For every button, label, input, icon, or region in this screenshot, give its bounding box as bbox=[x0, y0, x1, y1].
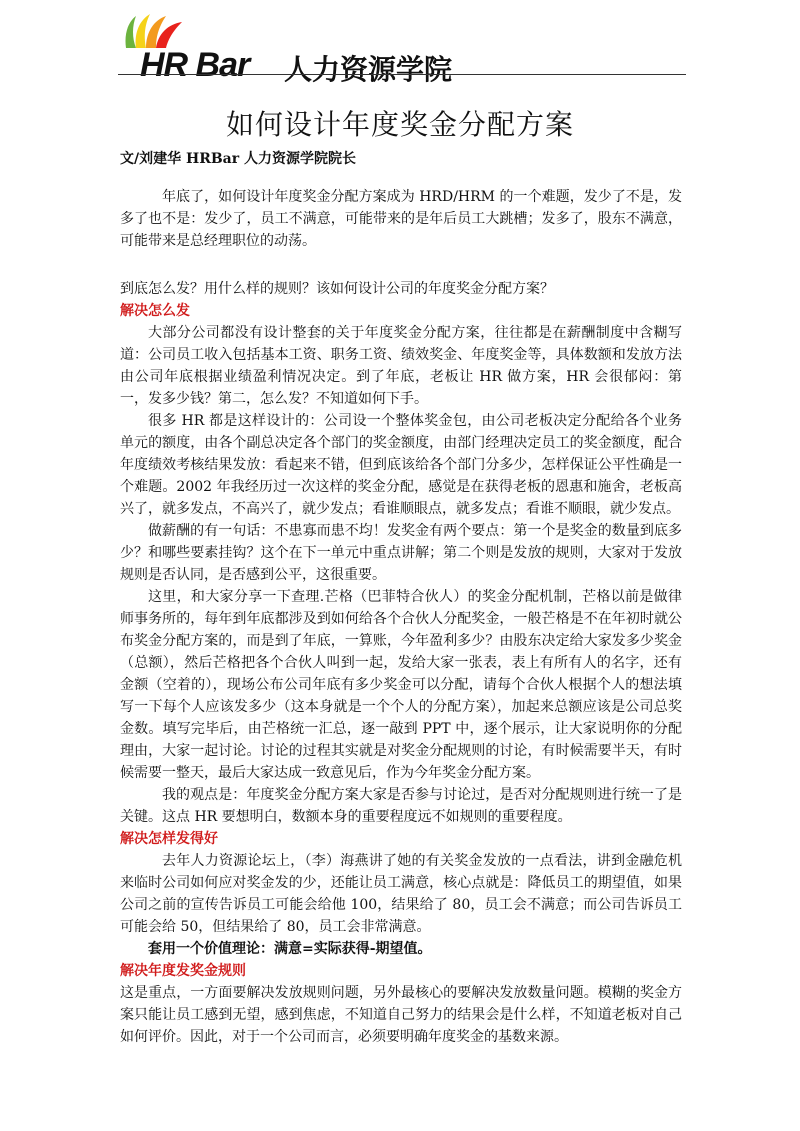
paragraph: 去年人力资源论坛上，（李）海燕讲了她的有关奖金发放的一点看法，讲到金融危机来临时公司如何应对奖金发的少，还能让员工满意，核心点就是：降低员工的期望值，如果公司之前的宣传告诉员工可能会给他 100，结果给了 80，员工会不满意；而公司告诉员工可能会给 50，但结果给了 80，员工会非常满意。 bbox=[120, 853, 682, 935]
paragraph: 很多 HR 都是这样设计的：公司设一个整体奖金包，由公司老板决定分配给各个业务单元的额度，由各个副总决定各个部门的奖金额度，由部门经理决定员工的奖金额度，配合年度绩效考核结果发放：看起来不错，但到底该给各个部门分多少，怎样保证公平性确是一个难题。2002 年我经历过一次这样的奖金分配，感觉是在获得老板的恩惠和施舍，老板高兴了，就多发点，不高兴了，就少发点；看谁顺眼点，就多发点；看谁不顺眼，就少发点。 bbox=[120, 413, 682, 517]
section-heading-how: 解决怎么发 bbox=[120, 303, 190, 319]
page-title: 如何设计年度奖金分配方案 bbox=[225, 108, 574, 141]
author-byline: 文/刘建华 HRBar 人力资源学院院长 bbox=[120, 151, 357, 167]
paragraph: 这里，和大家分享一下查理.芒格（巴菲特合伙人）的奖金分配机制，芒格以前是做律师事务所的，每年到年底都涉及到如何给各个合伙人分配奖金，一般芒格是不在年初时就公布奖金分配方案的，而是到了年底，一算账，今年盈利多少？由股东决定给大家发多少奖金（总额），然后芒格把各个合伙人叫到一起，发给大家一张表，表上有所有人的名字，还有金额（空着的），现场公布公司年底有多少奖金可以分配，请每个合伙人根据个人的想法填写一下每个人应该发多少（这本身就是一个个人的分配方案），加起来总额应该是公司总奖金数。填写完毕后，由芒格统一汇总，逐一敲到 PPT 中，逐个展示，让大家说明你的分配理由，大家一起讨论。讨论的过程其实就是对奖金分配规则的讨论，有时候需要半天，有时候需要一整天，最后大家达成一致意见后，作为今年奖金分配方案。 bbox=[120, 589, 682, 781]
formula-paragraph: 套用一个价值理论：满意=实际获得-期望值。 bbox=[148, 941, 432, 957]
section-heading-well: 解决怎样发得好 bbox=[120, 831, 218, 847]
logo-text: HR Bar bbox=[140, 46, 250, 84]
header-divider bbox=[118, 74, 686, 75]
logo-chinese-name: 人力资源学院 bbox=[284, 53, 453, 86]
paragraph: 我的观点是：年度奖金分配方案大家是否参与讨论过，是否对分配规则进行统一了是关键。这点 HR 要想明白，数额本身的重要程度远不如规则的重要程度。 bbox=[120, 787, 682, 825]
paragraph: 大部分公司都没有设计整套的关于年度奖金分配方案，往往都是在薪酬制度中含糊写道：公司员工收入包括基本工资、职务工资、绩效奖金、年度奖金等，具体数额和发放方法由公司年底根据业绩盈利情况决定。到了年底，老板让 HR 做方案，HR 会很郁闷：第一，发多少钱？第二，怎么发？不知道如何下手。 bbox=[120, 325, 682, 407]
spacer bbox=[120, 252, 682, 278]
article-body bbox=[120, 186, 682, 1048]
intro-paragraph: 年底了，如何设计年度奖金分配方案成为 HRD/HRM 的一个难题，发少了不是，发多了也不是：发少了，员工不满意，可能带来的是年后员工大跳槽；发多了，股东不满意，可能带来是总经理职位的动荡。 bbox=[120, 189, 682, 249]
question-paragraph: 到底怎么发？用什么样的规则？该如何设计公司的年度奖金分配方案？ bbox=[120, 281, 554, 297]
section-heading-rules: 解决年度发奖金规则 bbox=[120, 963, 246, 979]
header-logo bbox=[118, 8, 686, 86]
paragraph: 这是重点，一方面要解决发放规则问题，另外最核心的要解决发放数量问题。模糊的奖金方案只能让员工感到无望，感到焦虑，不知道自己努力的结果会是什么样，不知道老板对自己如何评价。因此，对于一个公司而言，必须要明确年度奖金的基数来源。 bbox=[120, 985, 682, 1045]
paragraph: 做薪酬的有一句话：不患寡而患不均！发奖金有两个要点：第一个是奖金的数量到底多少？和哪些要素挂钩？这个在下一单元中重点讲解；第二个则是发放的规则，大家对于发放规则是否认同，是否感到公平，这很重要。 bbox=[120, 523, 682, 583]
